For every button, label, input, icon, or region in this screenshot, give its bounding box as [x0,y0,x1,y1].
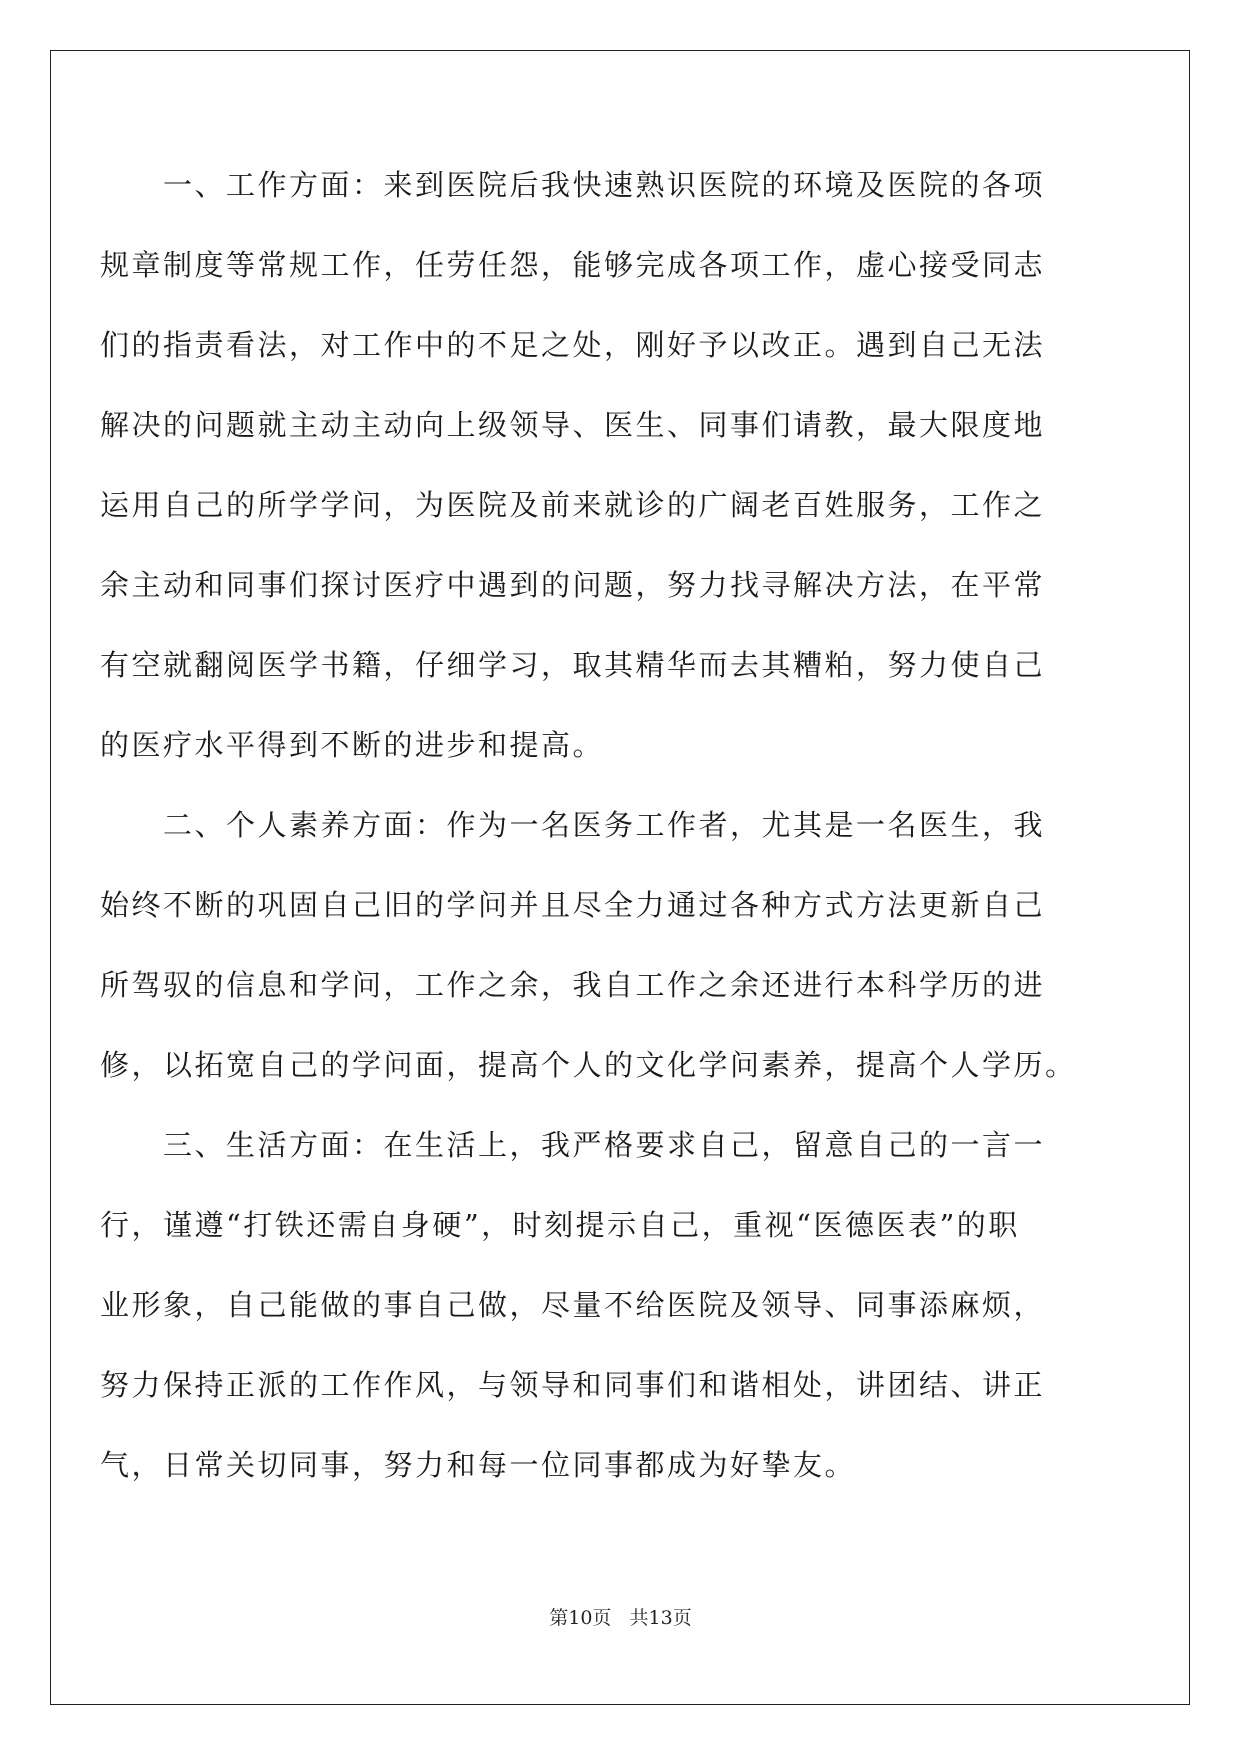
paragraph-quality-line-3: 所驾驭的信息和学问，工作之余，我自工作之余还进行本科学历的进 [100,968,1046,1002]
page-number-footer: 第10页 共13页 [549,1607,692,1629]
document-body [100,170,1100,1530]
paragraph-life-line-3: 业形象，自己能做的事自己做，尽量不给医院及领导、同事添麻烦， [100,1288,1046,1322]
paragraph-work-line-4: 解决的问题就主动主动向上级领导、医生、同事们请教，最大限度地 [100,408,1046,442]
paragraph-quality-line-2: 始终不断的巩固自己旧的学问并且尽全力通过各种方式方法更新自己 [100,888,1046,922]
paragraph-work-line-7: 有空就翻阅医学书籍，仔细学习，取其精华而去其糟粕，努力使自己 [100,648,1046,682]
paragraph-quality-line-1: 二、个人素养方面：作为一名医务工作者，尤其是一名医生，我 [163,808,1046,842]
paragraph-life-line-2: 行，谨遵“打铁还需自身硬”，时刻提示自己，重视“医德医表”的职 [100,1208,1020,1242]
paragraph-work-line-5: 运用自己的所学学问，为医院及前来就诊的广阔老百姓服务，工作之 [100,488,1046,522]
paragraph-work-line-6: 余主动和同事们探讨医疗中遇到的问题，努力找寻解决方法，在平常 [100,568,1046,602]
paragraph-life-line-1: 三、生活方面：在生活上，我严格要求自己，留意自己的一言一 [163,1128,1046,1162]
paragraph-work-line-2: 规章制度等常规工作，任劳任怨，能够完成各项工作，虚心接受同志 [100,248,1046,282]
paragraph-life-line-4: 努力保持正派的工作作风，与领导和同事们和谐相处，讲团结、讲正 [100,1368,1046,1402]
paragraph-life-line-5: 气，日常关切同事，努力和每一位同事都成为好挚友。 [100,1448,857,1482]
paragraph-work-line-1: 一、工作方面：来到医院后我快速熟识医院的环境及医院的各项 [163,168,1046,202]
paragraph-work-line-8: 的医疗水平得到不断的进步和提高。 [100,728,605,762]
paragraph-quality-line-4: 修，以拓宽自己的学问面，提高个人的文化学问素养，提高个人学历。 [100,1048,1077,1082]
paragraph-work-line-3: 们的指责看法，对工作中的不足之处，刚好予以改正。遇到自己无法 [100,328,1046,362]
